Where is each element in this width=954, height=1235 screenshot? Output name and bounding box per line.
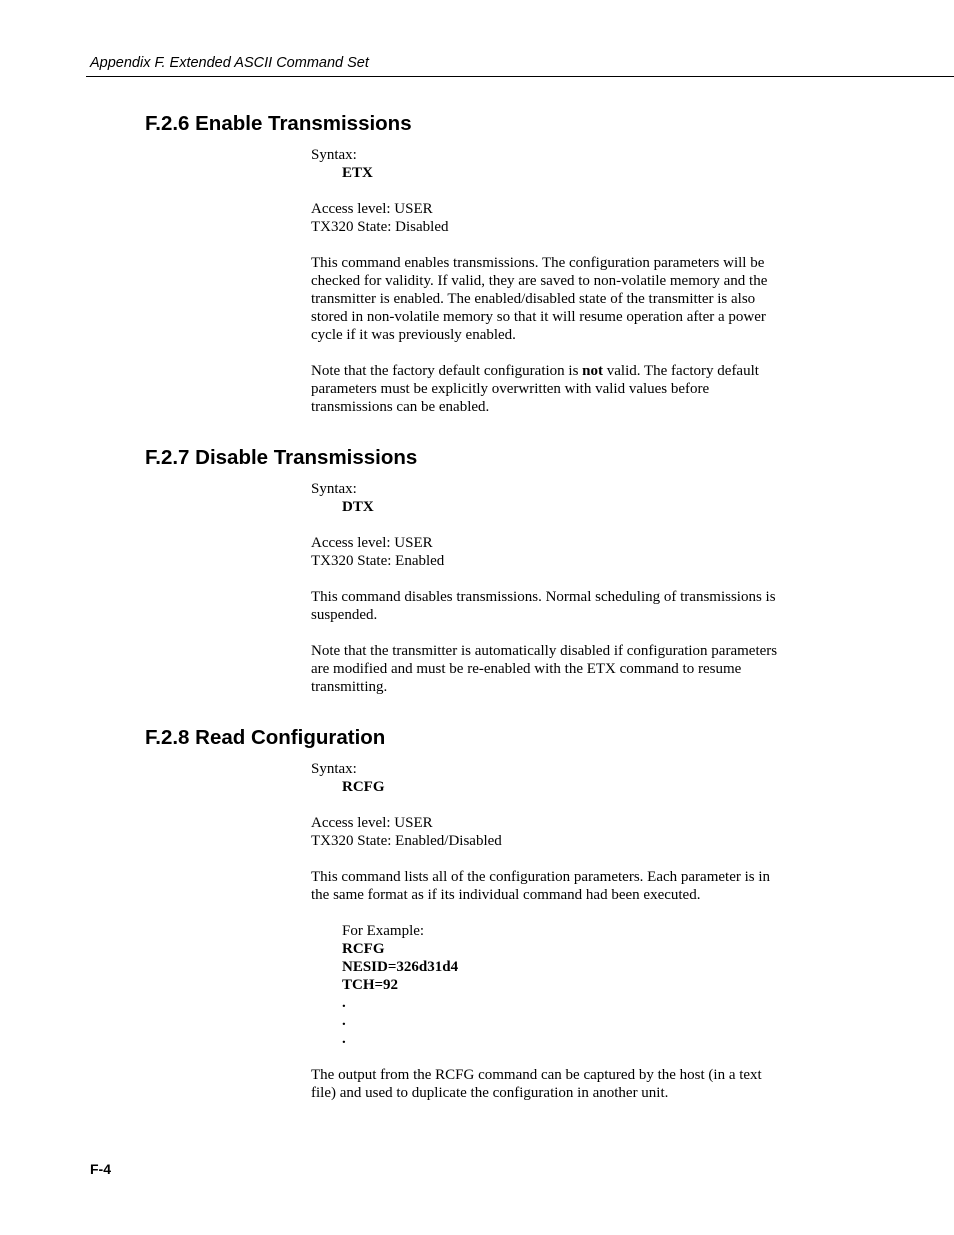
example-line: TCH=92 [342,977,399,993]
section-heading-read-configuration: F.2.8 Read Configuration [145,726,386,749]
note-text: Note that the factory default configuration is [311,363,583,379]
syntax-label: Syntax: [311,761,357,777]
note-line: parameters must be explicitly overwritten with valid values before [311,381,710,397]
description-line: stored in non-volatile memory so that it will resume operation after a power [311,309,766,325]
note-bold: not [582,363,604,379]
note-text: valid. The factory default [603,363,759,379]
syntax-label: Syntax: [311,147,357,163]
description-line: cycle if it was previously enabled. [311,327,516,343]
command-rcfg: RCFG [342,779,385,795]
section-heading-disable-transmissions: F.2.7 Disable Transmissions [145,446,418,469]
tx-state: TX320 State: Enabled [311,553,445,569]
access-level: Access level: USER [311,201,433,217]
description-line: the same format as if its individual command had been executed. [311,887,701,903]
description-line: checked for validity. If valid, they are saved to non-volatile memory and the [311,273,768,289]
running-header: Appendix F. Extended ASCII Command Set [90,55,369,71]
example-line: NESID=326d31d4 [342,959,459,975]
tx-state: TX320 State: Enabled/Disabled [311,833,502,849]
section-body-disable-transmissions [311,480,806,696]
tx-state: TX320 State: Disabled [311,219,449,235]
section-heading-enable-transmissions: F.2.6 Enable Transmissions [145,112,412,135]
note-line [311,362,806,380]
description-line: suspended. [311,607,378,623]
closing-line: file) and used to duplicate the configuration in another unit. [311,1085,669,1101]
ellipsis-dot: . [342,1013,346,1029]
ellipsis-dot: . [342,1031,346,1047]
note-line: are modified and must be re-enabled with the ETX command to resume [311,661,742,677]
access-level: Access level: USER [311,815,433,831]
closing-line: The output from the RCFG command can be captured by the host (in a text [311,1067,762,1083]
note-line: transmitting. [311,679,388,695]
command-dtx: DTX [342,499,374,515]
page-number: F-4 [90,1161,111,1177]
section-body-read-configuration [311,760,806,1102]
example-label: For Example: [342,923,425,939]
description-line: This command disables transmissions. Normal scheduling of transmissions is [311,589,776,605]
syntax-label: Syntax: [311,481,357,497]
header-rule [86,76,954,77]
description-line: This command enables transmissions. The configuration parameters will be [311,255,765,271]
note-line: transmissions can be enabled. [311,399,490,415]
example-line: RCFG [342,941,385,957]
section-body-enable-transmissions [311,146,806,416]
description-line: This command lists all of the configuration parameters. Each parameter is in [311,869,771,885]
access-level: Access level: USER [311,535,433,551]
command-etx: ETX [342,165,373,181]
note-line: Note that the transmitter is automatically disabled if configuration parameters [311,643,778,659]
ellipsis-dot: . [342,995,346,1011]
description-line: transmitter is enabled. The enabled/disabled state of the transmitter is also [311,291,756,307]
